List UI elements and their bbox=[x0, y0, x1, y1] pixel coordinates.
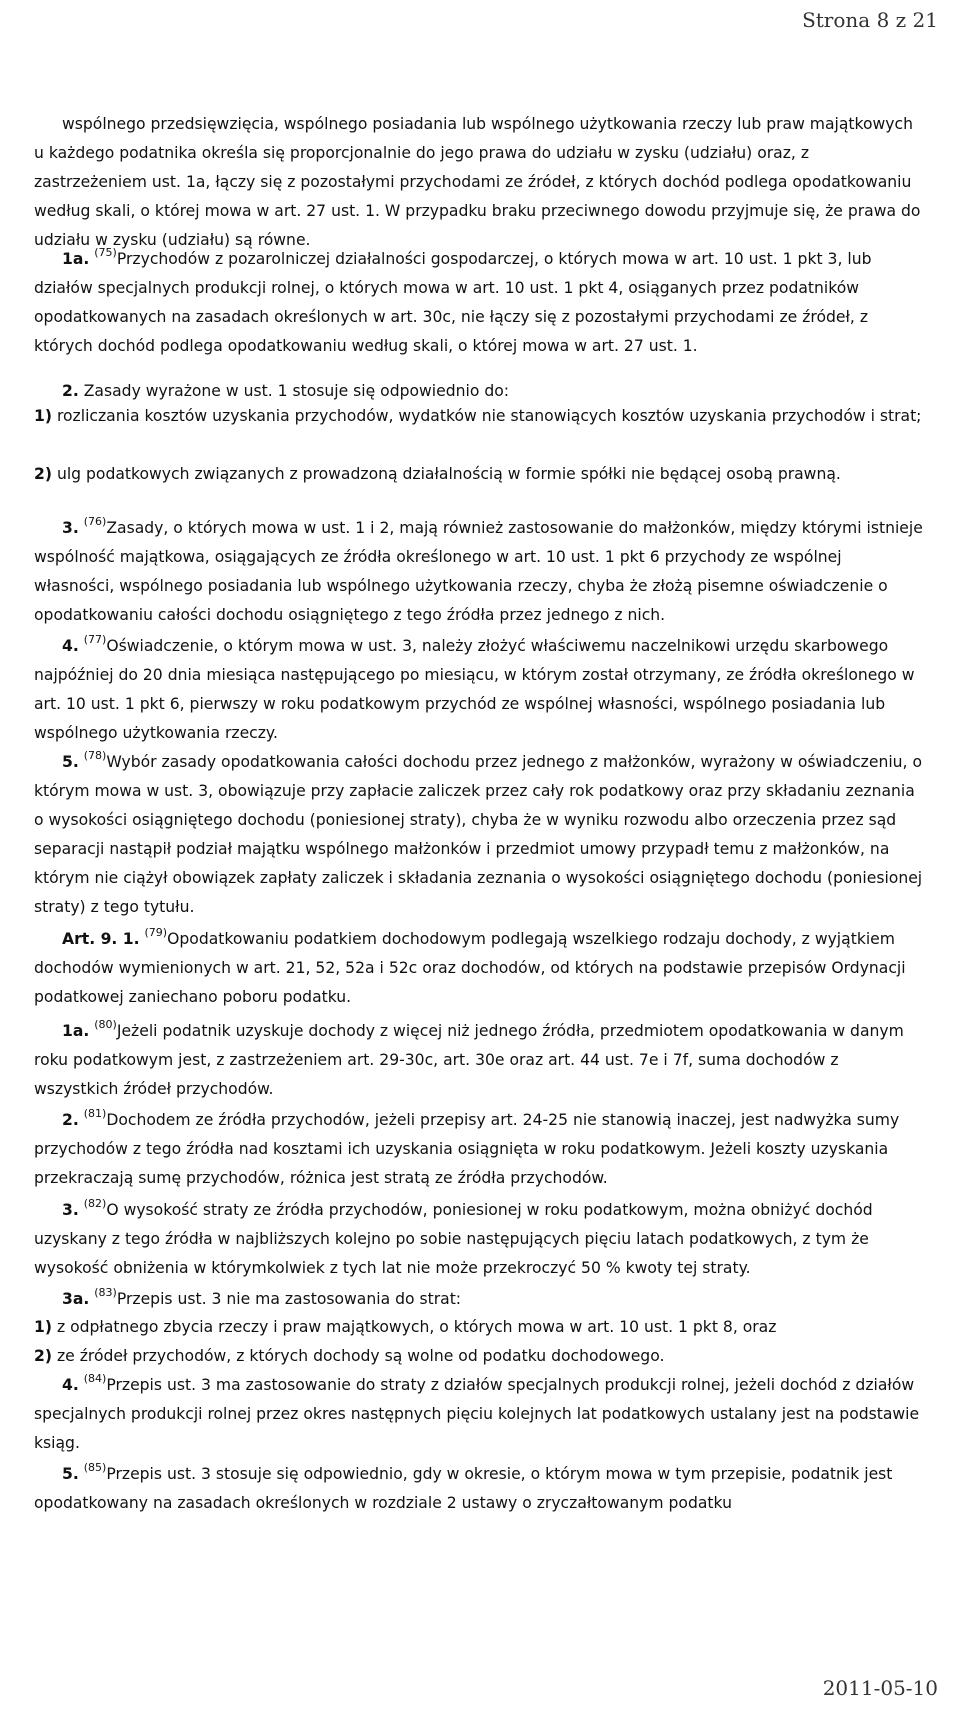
article-9-paragraph-5 bbox=[34, 1460, 926, 1518]
list-text: z odpłatnego zbycia rzeczy i praw majątkowych, o których mowa w art. 10 ust. 1 pkt 8, oraz bbox=[56, 1318, 777, 1336]
article-9-paragraph-1a bbox=[34, 1017, 926, 1104]
footnote-ref: (81) bbox=[83, 1106, 107, 1120]
list-text: rozliczania kosztów uzyskania przychodów, wydatków nie stanowiących kosztów uzyskania przychodów i strat; bbox=[56, 407, 922, 425]
footnote-ref: (84) bbox=[83, 1371, 107, 1385]
paragraph-number: 1a. bbox=[62, 250, 90, 268]
list-item-2 bbox=[34, 460, 926, 489]
paragraph-text: Przepis ust. 3 stosuje się odpowiednio, gdy w okresie, o którym mowa w tym przepisie, podatnik jest opodatkowany na zasadach określonych w rozdziale 2 ustawy o zryczałtowanym podatku bbox=[34, 1465, 893, 1512]
article-9-paragraph-3 bbox=[34, 1196, 926, 1283]
list-item-1 bbox=[34, 402, 926, 431]
footnote-ref: (85) bbox=[83, 1460, 107, 1474]
footnote-ref: (82) bbox=[83, 1196, 107, 1210]
paragraph-number: 2. bbox=[62, 382, 79, 400]
article-9-paragraph-2 bbox=[34, 1106, 926, 1193]
article-9-paragraph-1 bbox=[34, 925, 926, 1012]
list-number: 2) bbox=[34, 1347, 52, 1365]
paragraph-number: 1a. bbox=[62, 1022, 90, 1040]
paragraph-text: Zasady, o których mowa w ust. 1 i 2, mają również zastosowanie do małżonków, między którymi istnieje wspólność majątkowa, osiągających ze źródła określonego w art. 10 ust. 1 pkt 6 przychody ze wspólnej własności, wspólnego posiadania lub wspólnego użytkowania rzeczy, chyba że złożą pisemne oświadczenie o opodatkowaniu całości dochodu osiągniętego z tego źródła przez jednego z nich. bbox=[34, 519, 923, 624]
paragraph-text: Przychodów z pozarolniczej działalności gospodarczej, o których mowa w art. 10 ust. 1 pkt 3, lub działów specjalnych produkcji rolnej, o których mowa w art. 10 ust. 1 pkt 4, osiąganych przez podatników opodatkowanych na zasadach określonych w art. 30c, nie łączy się z pozostałymi przychodami ze źródeł, z których dochód podlega opodatkowaniu według skali, o której mowa w art. 27 ust. 1. bbox=[34, 250, 872, 355]
paragraph-text: Jeżeli podatnik uzyskuje dochody z więcej niż jednego źródła, przedmiotem opodatkowania w danym roku podatkowym jest, z zastrzeżeniem art. 29-30c, art. 30e oraz art. 44 ust. 7e i 7f, suma dochodów z wszystkich źródeł przychodów. bbox=[34, 1022, 904, 1098]
footnote-ref: (75) bbox=[94, 245, 117, 259]
footer-date: 2011-05-10 bbox=[822, 1676, 938, 1700]
paragraph-text: Dochodem ze źródła przychodów, jeżeli przepisy art. 24-25 nie stanowią inaczej, jest nadwyżka sumy przychodów z tego źródła nad kosztami ich uzyskania osiągnięta w roku podatkowym. Jeżeli koszty uzyskania przekraczają sumę przychodów, różnica jest stratą ze źródła przychodów. bbox=[34, 1111, 900, 1187]
list-item-2 bbox=[34, 1342, 926, 1371]
footnote-ref: (80) bbox=[94, 1017, 117, 1031]
paragraph-text: Wybór zasady opodatkowania całości dochodu przez jednego z małżonków, wyrażony w oświadczeniu, o którym mowa w ust. 3, obowiązuje przy zapłacie zaliczek przez cały rok podatkowy oraz przy składaniu zeznania o wysokości osiągniętego dochodu (poniesionej straty), chyba że w wyniku rozwodu albo orzeczenia przez sąd separacji nastąpił podział majątku wspólnego małżonków i przedmiot umowy przypadł temu z małżonków, na którym nie ciążył obowiązek zapłaty zaliczek i składania zeznania o wysokości osiągniętego dochodu (poniesionej straty) z tego tytułu. bbox=[34, 753, 923, 916]
paragraph-1a bbox=[34, 245, 926, 361]
paragraph-number: 5. bbox=[62, 753, 79, 771]
paragraph-number: 3. bbox=[62, 1201, 79, 1219]
article-number: Art. 9. 1. bbox=[62, 930, 140, 948]
paragraph-text: wspólnego przedsięwzięcia, wspólnego posiadania lub wspólnego użytkowania rzeczy lub praw majątkowych u każdego podatnika określa się proporcjonalnie do jego prawa do udziału w zysku (udziału) oraz, z zastrzeżeniem ust. 1a, łączy się z pozostałymi przychodami ze źródeł, z których dochód podlega opodatkowaniu według skali, o której mowa w art. 27 ust. 1. W przypadku braku przeciwnego dowodu przyjmuje się, że prawa do udziału w zysku (udziału) są równe. bbox=[34, 115, 921, 249]
paragraph-text: O wysokość straty ze źródła przychodów, poniesionej w roku podatkowym, można obniżyć dochód uzyskany z tego źródła w najbliższych kolejno po sobie następujących pięciu latach podatkowych, z tym że wysokość obniżenia w którymkolwiek z tych lat nie może przekroczyć 50 % kwoty tej straty. bbox=[34, 1201, 873, 1277]
list-number: 1) bbox=[34, 1318, 52, 1336]
paragraph-4 bbox=[34, 632, 926, 748]
paragraph-number: 3a. bbox=[62, 1290, 90, 1308]
footnote-ref: (78) bbox=[83, 748, 107, 762]
paragraph-text: Przepis ust. 3 nie ma zastosowania do strat: bbox=[116, 1290, 462, 1308]
list-item-1 bbox=[34, 1313, 926, 1342]
article-9-paragraph-3a bbox=[34, 1285, 926, 1314]
paragraph-number: 2. bbox=[62, 1111, 79, 1129]
paragraph-text: Oświadczenie, o którym mowa w ust. 3, należy złożyć właściwemu naczelnikowi urzędu skarbowego najpóźniej do 20 dnia miesiąca następującego po miesiącu, w którym został otrzymany, ze źródła określonego w art. 10 ust. 1 pkt 6, pierwszy w roku podatkowym przychód ze wspólnej własności, wspólnego posiadania lub wspólnego użytkowania rzeczy. bbox=[34, 637, 915, 742]
paragraph-continuation bbox=[34, 110, 926, 255]
paragraph-5 bbox=[34, 748, 926, 922]
footnote-ref: (79) bbox=[144, 925, 168, 939]
paragraph-text: Przepis ust. 3 ma zastosowanie do straty z działów specjalnych produkcji rolnej, jeżeli dochód z działów specjalnych produkcji rolnej przez okres następnych pięciu kolejnych lat podatkowych ustalany jest na podstawie ksiąg. bbox=[34, 1376, 920, 1452]
paragraph-3 bbox=[34, 514, 926, 630]
footnote-ref: (83) bbox=[94, 1285, 117, 1299]
list-number: 2) bbox=[34, 465, 52, 483]
footnote-ref: (77) bbox=[83, 632, 107, 646]
list-text: ulg podatkowych związanych z prowadzoną działalnością w formie spółki nie będącej osobą prawną. bbox=[56, 465, 841, 483]
paragraph-number: 4. bbox=[62, 637, 79, 655]
paragraph-text: Opodatkowaniu podatkiem dochodowym podlegają wszelkiego rodzaju dochody, z wyjątkiem dochodów wymienionych w art. 21, 52, 52a i 52c oraz dochodów, od których na podstawie przepisów Ordynacji podatkowej zaniechano poboru podatku. bbox=[34, 930, 906, 1006]
list-text: ze źródeł przychodów, z których dochody są wolne od podatku dochodowego. bbox=[56, 1347, 665, 1365]
page-number: Strona 8 z 21 bbox=[802, 8, 938, 32]
list-number: 1) bbox=[34, 407, 52, 425]
article-9-paragraph-4 bbox=[34, 1371, 926, 1458]
paragraph-number: 5. bbox=[62, 1465, 79, 1483]
paragraph-number: 3. bbox=[62, 519, 79, 537]
paragraph-number: 4. bbox=[62, 1376, 79, 1394]
footnote-ref: (76) bbox=[83, 514, 107, 528]
paragraph-text: Zasady wyrażone w ust. 1 stosuje się odpowiednio do: bbox=[83, 382, 510, 400]
